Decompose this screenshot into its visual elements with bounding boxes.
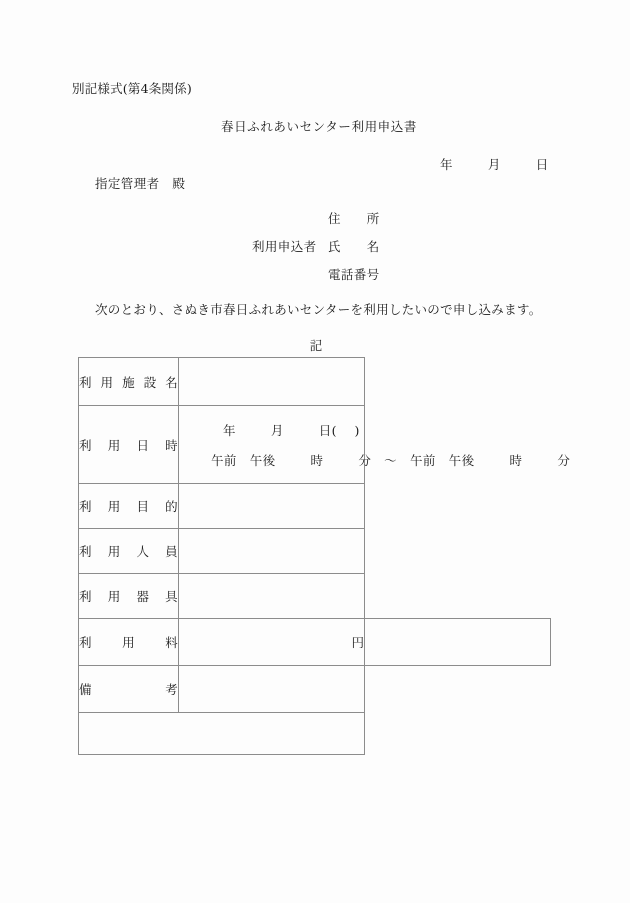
row-label-facility xyxy=(79,358,179,406)
table-row-purpose xyxy=(79,484,551,529)
table-row-facility xyxy=(79,358,551,406)
label-char: 用 xyxy=(107,544,121,559)
row-label-datetime xyxy=(79,406,179,484)
label-char: 設 xyxy=(143,374,157,390)
row-label-equipment-text xyxy=(79,587,178,605)
table-row-people xyxy=(79,529,551,574)
input-facility-name[interactable] xyxy=(179,358,365,406)
label-char: 備 xyxy=(79,682,92,697)
row-label-remarks-text xyxy=(79,680,178,698)
input-remarks[interactable] xyxy=(179,666,365,713)
label-char: 利 xyxy=(79,544,92,559)
row-label-people-text xyxy=(79,542,178,560)
label-char: 利 xyxy=(79,589,92,604)
applicant-address-label: 住 所 xyxy=(328,211,380,226)
label-char: 時 xyxy=(165,437,178,453)
table-row-remarks xyxy=(79,666,551,713)
row-label-people xyxy=(79,529,179,574)
label-char: 利 xyxy=(79,374,92,390)
label-char: 用 xyxy=(122,635,135,650)
label-char: 用 xyxy=(100,374,114,390)
table-row-datetime xyxy=(79,406,551,484)
label-char: 用 xyxy=(107,589,121,604)
label-char: 日 xyxy=(136,437,150,453)
label-char: 員 xyxy=(165,544,178,559)
ki-mark: 記 xyxy=(309,338,323,353)
row-label-facility-text xyxy=(79,373,178,391)
input-fee-amount[interactable] xyxy=(179,619,365,666)
applicant-name-label: 氏 名 xyxy=(328,239,380,254)
applicant-phone-label: 電話番号 xyxy=(328,267,380,282)
label-char: 利 xyxy=(79,635,92,650)
datetime-time-line: 午前 午後 時 分 ～ 午前 午後 時 分 xyxy=(211,452,571,468)
datetime-date-line: 年 月 日( ) xyxy=(223,422,360,438)
input-datetime[interactable] xyxy=(179,406,571,484)
row-label-equipment xyxy=(79,574,179,619)
row-label-fee xyxy=(79,619,179,666)
row-label-purpose-text xyxy=(79,497,178,515)
input-purpose[interactable] xyxy=(179,484,365,529)
fee-currency-unit: 円 xyxy=(351,635,364,650)
input-fee-note[interactable] xyxy=(365,619,551,666)
label-char: 目 xyxy=(136,499,150,514)
label-char: 名 xyxy=(165,374,178,390)
label-char: 用 xyxy=(107,499,121,514)
row-label-remarks xyxy=(79,666,179,713)
label-char: 用 xyxy=(107,437,121,453)
label-char: 考 xyxy=(165,682,178,697)
applicant-name-row xyxy=(252,237,380,265)
applicant-group-label: 利用申込者 xyxy=(252,239,317,254)
datetime-field-lines xyxy=(179,421,571,469)
label-char: 具 xyxy=(165,589,178,604)
applicant-address-row xyxy=(252,209,380,237)
label-char: 器 xyxy=(136,589,150,604)
statement-text: 次のとおり、さぬき市春日ふれあいセンターを利用したいので申し込みます。 xyxy=(95,302,542,317)
label-char: 利 xyxy=(79,437,92,453)
table-row-fee xyxy=(79,619,551,666)
form-code: 別記様式(第4条関係) xyxy=(72,81,192,96)
applicant-block xyxy=(252,209,380,293)
label-char: 施 xyxy=(122,374,135,390)
row-label-datetime-text xyxy=(79,436,178,454)
input-people-count[interactable] xyxy=(179,529,365,574)
applicant-phone-row xyxy=(252,265,380,293)
table-row-equipment xyxy=(79,574,551,619)
input-equipment[interactable] xyxy=(179,574,365,619)
label-char: 人 xyxy=(136,544,150,559)
date-line: 年 月 日 xyxy=(440,157,549,172)
label-char: 料 xyxy=(165,635,178,650)
application-form-table xyxy=(78,357,571,755)
addressee-line: 指定管理者 殿 xyxy=(95,176,186,191)
input-remarks-continued[interactable] xyxy=(79,713,365,755)
row-label-fee-text xyxy=(79,633,178,651)
row-label-purpose xyxy=(79,484,179,529)
page-title: 春日ふれあいセンター利用申込書 xyxy=(220,119,417,134)
table-row-blank xyxy=(79,713,551,755)
label-char: 的 xyxy=(165,499,178,514)
label-char: 利 xyxy=(79,499,92,514)
